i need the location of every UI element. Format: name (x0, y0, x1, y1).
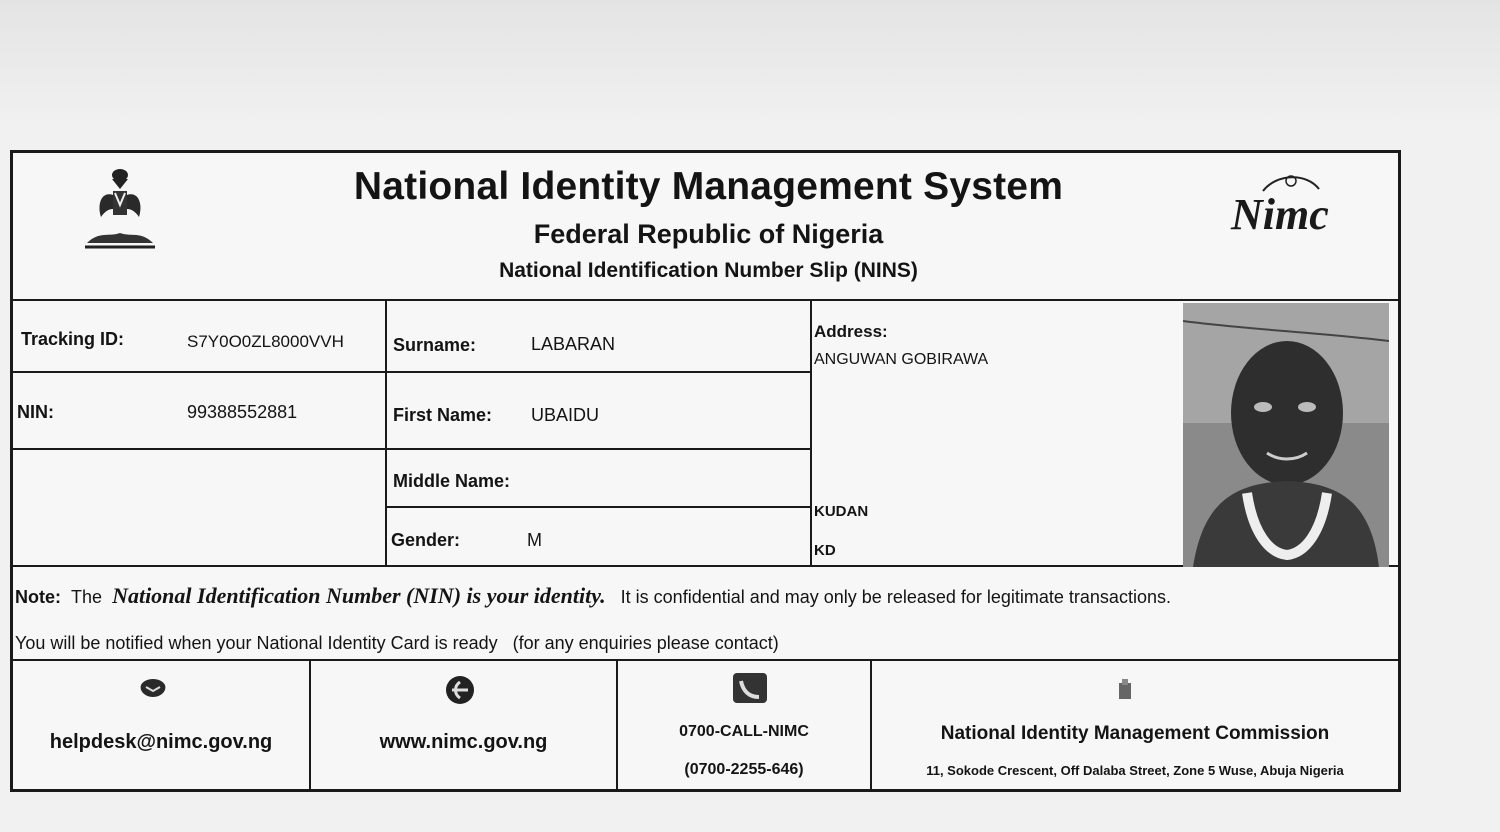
nimc-logo-text: Nimc (1231, 190, 1329, 239)
tracking-id-label: Tracking ID: (21, 329, 125, 349)
email-link[interactable]: helpdesk@nimc.gov.ng (49, 731, 273, 753)
notify-enquiries: (for any enquiries please contact) (512, 633, 779, 653)
address-state: KD (814, 542, 836, 559)
nin-label: NIN: (17, 402, 54, 422)
nin-value: 99388552881 (187, 402, 298, 422)
portrait-image (1183, 303, 1389, 567)
page-subtitle: Federal Republic of Nigeria (533, 219, 884, 249)
first-name-label: First Name: (393, 405, 493, 425)
phone-text[interactable]: 0700-CALL-NIMC (679, 723, 809, 740)
note-the: The (71, 587, 103, 607)
header-divider (13, 299, 1398, 301)
tracking-id-value: S7Y0O0ZL8000VVH (187, 332, 344, 351)
location-icon (1113, 677, 1137, 703)
note-rest: It is confidential and may only be released for legitimate transactions. (620, 587, 1171, 607)
web-icon (443, 673, 477, 707)
org-name: National Identity Management Commission (940, 723, 1330, 744)
nin-slip (10, 150, 1401, 792)
middle-name-label: Middle Name: (393, 471, 511, 491)
slip-title: National Identification Number Slip (NINS) (499, 259, 918, 282)
phone-numeric[interactable]: (0700-2255-646) (684, 761, 804, 778)
address-lga: KUDAN (814, 503, 869, 520)
holder-photo (1183, 303, 1389, 567)
surname-label: Surname: (393, 335, 477, 355)
email-icon (137, 675, 169, 699)
note-prefix: Note: (15, 587, 61, 607)
notify-main: You will be notified when your National Identity Card is ready (15, 633, 498, 653)
divider (309, 659, 311, 789)
gender-value: M (527, 530, 542, 550)
divider (385, 299, 387, 565)
nimc-logo-icon (1223, 167, 1343, 245)
note-emphasis: National Identification Number (NIN) is your identity. (112, 583, 606, 608)
address-label: Address: (814, 322, 888, 341)
divider (13, 448, 810, 450)
divider (385, 506, 810, 508)
scan-background (0, 0, 1500, 120)
phone-icon (731, 671, 769, 705)
notify-text (15, 633, 779, 654)
surname-value: LABARAN (531, 334, 616, 354)
divider (13, 371, 810, 373)
divider (810, 299, 812, 565)
org-address: 11, Sokode Crescent, Off Dalaba Street, Zone 5 Wuse, Abuja Nigeria (926, 763, 1344, 778)
note-divider (13, 659, 1398, 661)
website-link[interactable]: www.nimc.gov.ng (379, 731, 548, 753)
page-title: National Identity Management System (353, 165, 1064, 208)
first-name-value: UBAIDU (531, 405, 600, 425)
note-text (15, 583, 1171, 609)
address-line: ANGUWAN GOBIRAWA (814, 351, 989, 368)
gender-label: Gender: (391, 530, 461, 550)
